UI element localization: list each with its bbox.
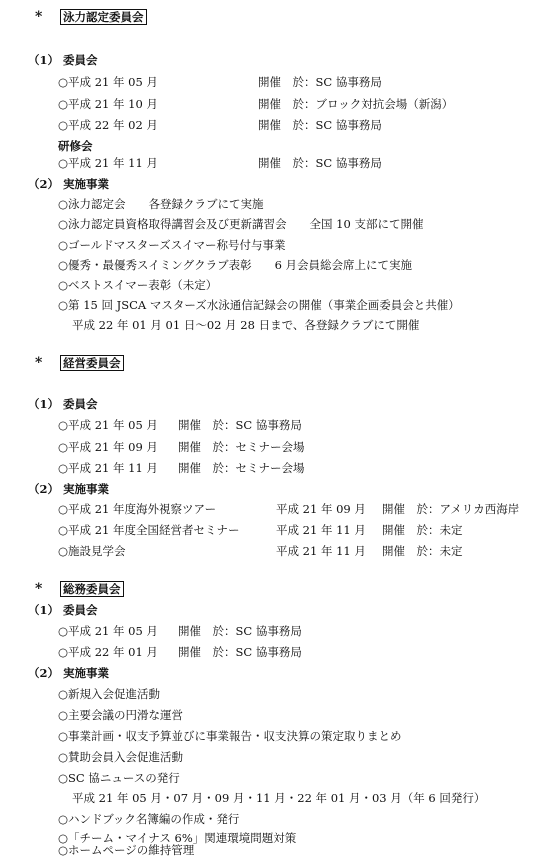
s2-meeting-date: ○平成 21 年 05 月 [58, 418, 158, 432]
s3-projects-heading: （2） 実施事業 [28, 666, 110, 680]
s3-project-item-cut: ○ホームページの維持管理 [58, 843, 195, 857]
s3-meeting-place: 開催 於：SC 協事務局 [178, 624, 302, 638]
s2-event-name: ○平成 21 年度海外視察ツアー [58, 502, 217, 516]
s1-training-place: 開催 於：SC 協事務局 [258, 156, 382, 170]
section-3-bullet: * [35, 581, 43, 597]
s3-meeting-date: ○平成 21 年 05 月 [58, 624, 158, 638]
s1-project-note: 平成 22 年 01 月 01 日〜02 月 28 日まで、各登録クラブにて開催 [72, 318, 420, 332]
s3-project-item: ○SC 協ニュースの発行 [58, 771, 180, 785]
s1-project-item: ○泳力認定員資格取得講習会及び更新講習会 全国 10 支部にて開催 [58, 217, 424, 231]
s1-meeting-place: 開催 於：SC 協事務局 [258, 75, 382, 89]
s2-projects-heading: （2） 実施事業 [28, 482, 110, 496]
s2-meeting-place: 開催 於：SC 協事務局 [178, 418, 302, 432]
s2-event-place: 開催 於：未定 [382, 544, 463, 558]
s1-training-date: ○平成 21 年 11 月 [58, 156, 158, 170]
s2-event-date: 平成 21 年 09 月 [276, 502, 366, 516]
s1-project-item: ○優秀・最優秀スイミングクラブ表彰 6 月会員総会席上にて実施 [58, 258, 413, 272]
section-2-title: 経営委員会 [60, 356, 124, 370]
s2-event-place: 開催 於：アメリカ西海岸 [382, 502, 520, 516]
s1-projects-heading: （2） 実施事業 [28, 177, 110, 191]
section-1-title: 泳力認定委員会 [60, 10, 147, 24]
s3-project-item: ○「チーム・マイナス 6%」関連環境問題対策 [58, 831, 297, 845]
s1-committee-heading: （1） 委員会 [28, 53, 98, 67]
s2-event-date: 平成 21 年 11 月 [276, 523, 366, 537]
s1-meeting-place: 開催 於：ブロック対抗会場（新潟） [258, 97, 454, 111]
s2-meeting-place: 開催 於：セミナー会場 [178, 461, 305, 475]
s1-project-item: ○ゴールドマスターズスイマー称号付与事業 [58, 238, 286, 252]
s1-project-item: ○ベストスイマー表彰（未定） [58, 278, 218, 292]
s3-project-item: ○ハンドブック名簿編の作成・発行 [58, 812, 240, 826]
s1-meeting-date: ○平成 21 年 05 月 [58, 75, 158, 89]
s1-project-item: ○第 15 回 JSCA マスターズ水泳通信記録会の開催（事業企画委員会と共催） [58, 298, 460, 312]
s3-project-item: ○事業計画・収支予算並びに事業報告・収支決算の策定取りまとめ [58, 729, 402, 743]
s3-meeting-place: 開催 於：SC 協事務局 [178, 645, 302, 659]
s2-committee-heading: （1） 委員会 [28, 397, 98, 411]
s2-meeting-date: ○平成 21 年 09 月 [58, 440, 158, 454]
s3-project-item: ○主要会議の円滑な運営 [58, 708, 184, 722]
s2-event-name: ○施設見学会 [58, 544, 126, 558]
s1-meeting-date: ○平成 22 年 02 月 [58, 118, 158, 132]
s2-event-date: 平成 21 年 11 月 [276, 544, 366, 558]
s1-project-item: ○泳力認定会 各登録クラブにて実施 [58, 197, 264, 211]
s2-meeting-date: ○平成 21 年 11 月 [58, 461, 158, 475]
s2-event-place: 開催 於：未定 [382, 523, 463, 537]
s1-meeting-place: 開催 於：SC 協事務局 [258, 118, 382, 132]
s1-training-heading: 研修会 [58, 139, 93, 153]
s3-project-note: 平成 21 年 05 月・07 月・09 月・11 月・22 年 01 月・03 月（年 6 回発行） [72, 791, 486, 805]
s3-committee-heading: （1） 委員会 [28, 603, 98, 617]
s1-meeting-date: ○平成 21 年 10 月 [58, 97, 158, 111]
s2-event-name: ○平成 21 年度全国経営者セミナー [58, 523, 240, 537]
s3-project-item: ○賛助会員入会促進活動 [58, 750, 184, 764]
s2-meeting-place: 開催 於：セミナー会場 [178, 440, 305, 454]
s3-project-item: ○新規入会促進活動 [58, 687, 161, 701]
section-1-bullet: * [35, 9, 43, 25]
section-2-bullet: * [35, 355, 43, 371]
section-3-title: 総務委員会 [60, 582, 124, 596]
s3-meeting-date: ○平成 22 年 01 月 [58, 645, 158, 659]
